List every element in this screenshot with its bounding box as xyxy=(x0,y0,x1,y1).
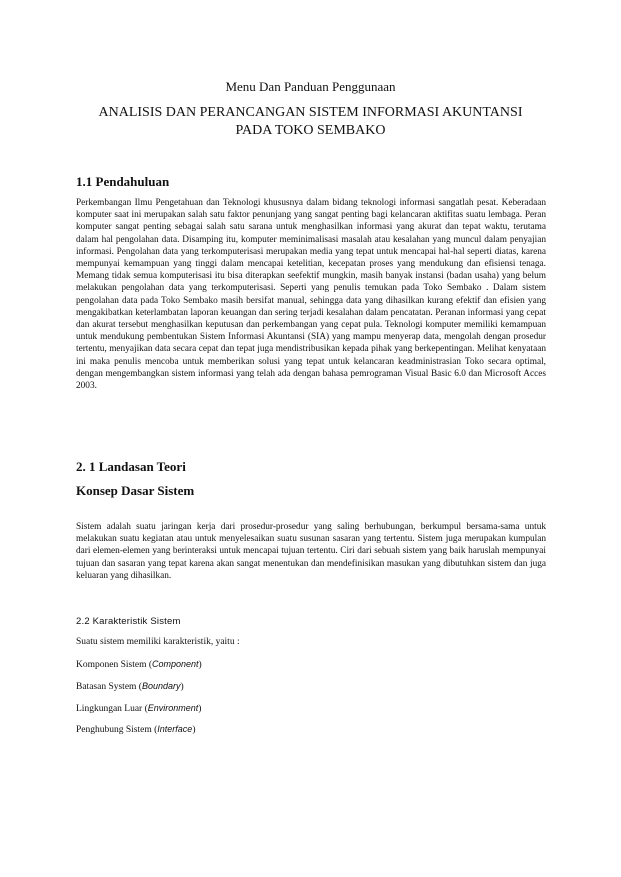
section-heading-pendahuluan: 1.1 Pendahuluan xyxy=(76,174,170,189)
page-header-title: Menu Dan Panduan Penggunaan xyxy=(225,79,396,94)
paragraph-konsep-dasar-sistem: Sistem adalah suatu jaringan kerja dari prosedur-prosedur yang saling berhubungan, berkumpul bersama-sama untuk melakukan suatu kegiatan atau untuk menyelesaikan suatu susunan sasaran yang tertentu. Sistem juga merupakan kumpulan dari elemen-elemen yang berinteraksi untuk mencapai tujuan tertentu. Ciri dari sebuah sistem yang baik haruslah mempunyai tujuan dan sasaran yang tepat karena akan sangat menentukan dan mendefinisikan masukan yang dibutuhkan sistem dan juga keluaran yang dihasilkan. xyxy=(76,522,546,581)
list-item-label: Lingkungan Luar ( xyxy=(76,704,148,714)
document-title-line-2: PADA TOKO SEMBAKO xyxy=(235,123,386,138)
list-item-term: Component xyxy=(152,659,199,669)
list-item xyxy=(76,659,202,670)
subheading-konsep-dasar-sistem: Konsep Dasar Sistem xyxy=(76,483,195,498)
section-heading-karakteristik-sistem: 2.2 Karakteristik Sistem xyxy=(76,616,181,627)
list-item xyxy=(76,681,184,692)
list-item-close: ) xyxy=(192,725,196,735)
list-item xyxy=(76,724,195,735)
list-item-term: Boundary xyxy=(141,681,181,691)
document-title xyxy=(60,104,561,140)
document-title-line-1: ANALISIS DAN PERANCANGAN SISTEM INFORMASI AKUNTANSI xyxy=(98,105,523,120)
list-item-close: ) xyxy=(198,704,202,714)
list-item-label: Penghubung Sistem ( xyxy=(76,725,158,735)
list-item-label: Komponen Sistem ( xyxy=(76,660,152,670)
list-item-close: ) xyxy=(198,660,202,670)
list-item-label: Batasan System ( xyxy=(76,682,142,692)
karakteristik-intro: Suatu sistem memiliki karakteristik, yaitu : xyxy=(76,637,240,647)
list-item-close: ) xyxy=(180,682,184,692)
section-heading-landasan-teori: 2. 1 Landasan Teori xyxy=(76,459,186,474)
list-item-term: Interface xyxy=(157,724,193,734)
paragraph-pendahuluan: Perkembangan Ilmu Pengetahuan dan Teknologi khususnya dalam bidang teknologi informasi sangatlah pesat. Keberadaan komputer saat ini merupakan salah satu faktor penunjang yang sangat penting bagi kelancaran aktifitas suatu lembaga. Peran komputer sangat penting sebagai salah satu sarana untuk menghasilkan informasi yang akurat dan tepat waktu, terutama dalam hal pengolahan data. Disamping itu, komputer meminimalisasi masalah atau kesalahan yang muncul dalam penyajian informasi. Pengolahan data yang terkomputerisasi merupakan media yang tepat untuk mencapai hal-hal seperti diatas, karena mempunyai kemampuan yang tinggi dalam mencapai ketelitian, kecepatan proses yang mendukung dan efisiensi tenaga. Memang tidak semua komputerisasi itu bisa diterapkan seefektif mungkin, masih banyak instansi (badan usaha) yang belum melakukan pengolahan data yang terkomputerisasi. Seperti yang penulis temukan pada Toko Sembako . Dalam sistem pengolahan data pada Toko Sembako masih bersifat manual, sehingga data yang dihasilkan kurang efektif dan efisien yang mengakibatkan keterlambatan laporan keuangan dan sering terjadi kesalahan dalam pencatatan. Peranan informasi yang cepat dan akurat tersebut menghasilkan keputusan dan perkembangan yang cepat pula. Teknologi komputer memiliki kemampuan untuk mendukung pembentukan Sistem Informasi Akuntansi (SIA) yang mampu menyerap data, mengolah dengan prosedur tertentu, menyajikan data secara cepat dan tepat juga mendistribusikan kepada pihak yang berkepentingan. Melihat kenyataan ini maka penulis mencoba untuk memberikan solusi yang tepat untuk kelancaran keadministrasian Toko secara optimal, dengan mengembangkan sistem informasi yang telah ada dengan bahasa pemrograman Visual Basic 6.0 dan Microsoft Acces 2003. xyxy=(76,198,546,392)
list-item-term: Environment xyxy=(147,703,199,713)
list-item xyxy=(76,703,201,714)
